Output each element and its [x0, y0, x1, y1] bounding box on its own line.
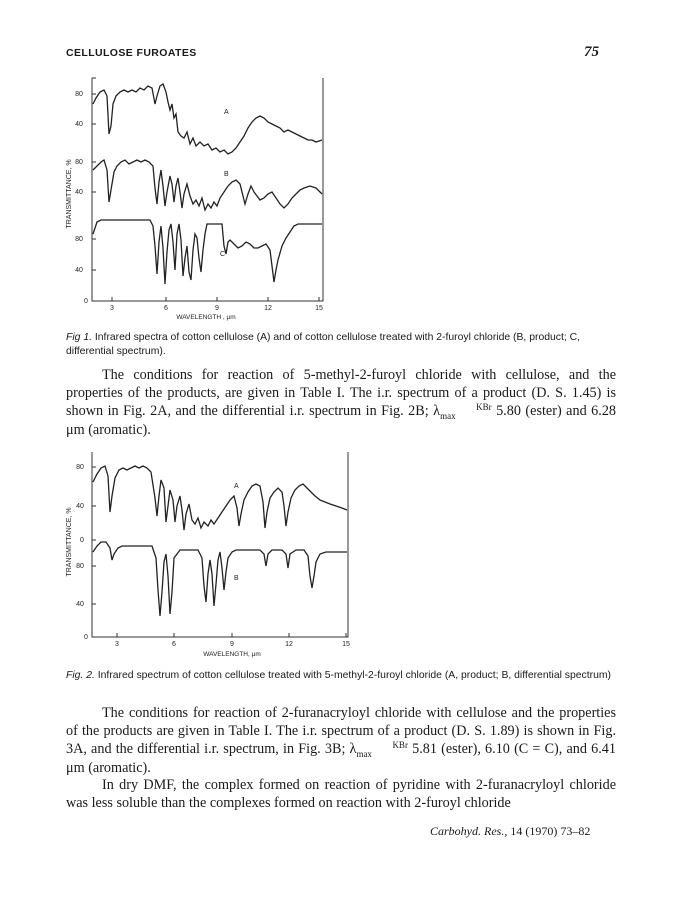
- caption-text: Infrared spectra of cotton cellulose (A) and of cotton cellulose treated with 2-furoyl chloride (B, product; C, differential spectrum).: [66, 332, 581, 357]
- paragraph-1: The conditions for reaction of 5-methyl-2-furoyl chloride with cellulose, and the properties of the products, are given in Table I. The i.r. spectrum of a product (D. S. 1.45) is shown in Fig. 2A, and the differential i.r. spectrum in Fig. 2B; λ KBr max 5.80 (ester) and 6.28 μm (aromatic).: [66, 367, 617, 438]
- y-tick: 40: [76, 503, 84, 510]
- figure-2-frame: [92, 452, 348, 637]
- caption-lead: Fig. 2.: [66, 670, 95, 681]
- caption-text: Infrared spectrum of cotton cellulose treated with 5-methyl-2-furoyl chloride (A, product; B, differential spectrum): [94, 670, 611, 681]
- figure-2: [60, 442, 360, 662]
- x-tick: 6: [172, 641, 176, 648]
- paragraph-2: The conditions for reaction of 2-furanacryloyl chloride with cellulose and the properties of the products are given in Table I. The i.r. spectrum of a product (D. S. 1.89) is shown in Fig. 3A, and the differential i.r. spectrum, in Fig. 3B; λ KBr max 5.81 (ester), 6.10 (C = C), and 6.41 μm (aromatic).: [66, 705, 616, 776]
- curve-label-a: A: [234, 483, 239, 490]
- x-tick: 12: [285, 641, 293, 648]
- y-tick: 40: [75, 267, 83, 274]
- x-tick: 3: [110, 305, 114, 312]
- y-tick: 40: [76, 601, 84, 608]
- y-tick: 0: [80, 537, 84, 544]
- x-axis-label: WAVELENGTH , μm: [176, 314, 236, 321]
- caption-lead: Fig 1.: [66, 332, 92, 343]
- curve-label-a: A: [224, 109, 229, 116]
- spectrum-curve-a: [93, 466, 347, 530]
- spectrum-curve-b: [93, 160, 322, 210]
- x-axis-label: WAVELENGTH, μm: [203, 651, 261, 658]
- y-tick: 80: [76, 464, 84, 471]
- x-tick: 9: [230, 641, 234, 648]
- curve-label-b: B: [234, 575, 239, 582]
- y-tick: 0: [84, 634, 88, 641]
- x-tick: 3: [115, 641, 119, 648]
- paragraph-3: In dry DMF, the complex formed on reaction of pyridine with 2-furanacryloyl chloride was less soluble than the complexes formed on reaction with 2-furoyl chloride: [66, 777, 616, 811]
- spectrum-curve-a: [93, 84, 322, 154]
- page-number: 75: [584, 44, 599, 60]
- figure-1: [60, 74, 350, 322]
- y-tick: 40: [75, 121, 83, 128]
- running-head: CELLULOSE FUROATES: [66, 47, 197, 59]
- y-axis-label: TRANSMITTANCE, %: [66, 159, 73, 229]
- spectrum-curve-b: [93, 542, 347, 616]
- x-tick: 15: [315, 305, 323, 312]
- curve-label-b: B: [224, 171, 229, 178]
- spectrum-curve-c: [93, 220, 322, 284]
- x-tick: 6: [164, 305, 168, 312]
- y-tick: 80: [76, 563, 84, 570]
- x-tick: 9: [215, 305, 219, 312]
- footer-citation: Carbohyd. Res., 14 (1970) 73–82: [430, 824, 591, 838]
- y-tick: 80: [75, 236, 83, 243]
- y-tick: 80: [75, 91, 83, 98]
- y-tick: 80: [75, 159, 83, 166]
- x-tick: 15: [342, 641, 350, 648]
- y-tick: 40: [75, 189, 83, 196]
- figure-1-frame: [92, 78, 323, 301]
- x-tick: 12: [264, 305, 272, 312]
- y-axis-label: TRANSMITTANCE, %: [66, 507, 73, 577]
- figure-2-caption: [66, 669, 616, 683]
- y-tick: 0: [84, 298, 88, 305]
- curve-label-c: C: [220, 251, 226, 258]
- figure-1-caption: [66, 331, 616, 359]
